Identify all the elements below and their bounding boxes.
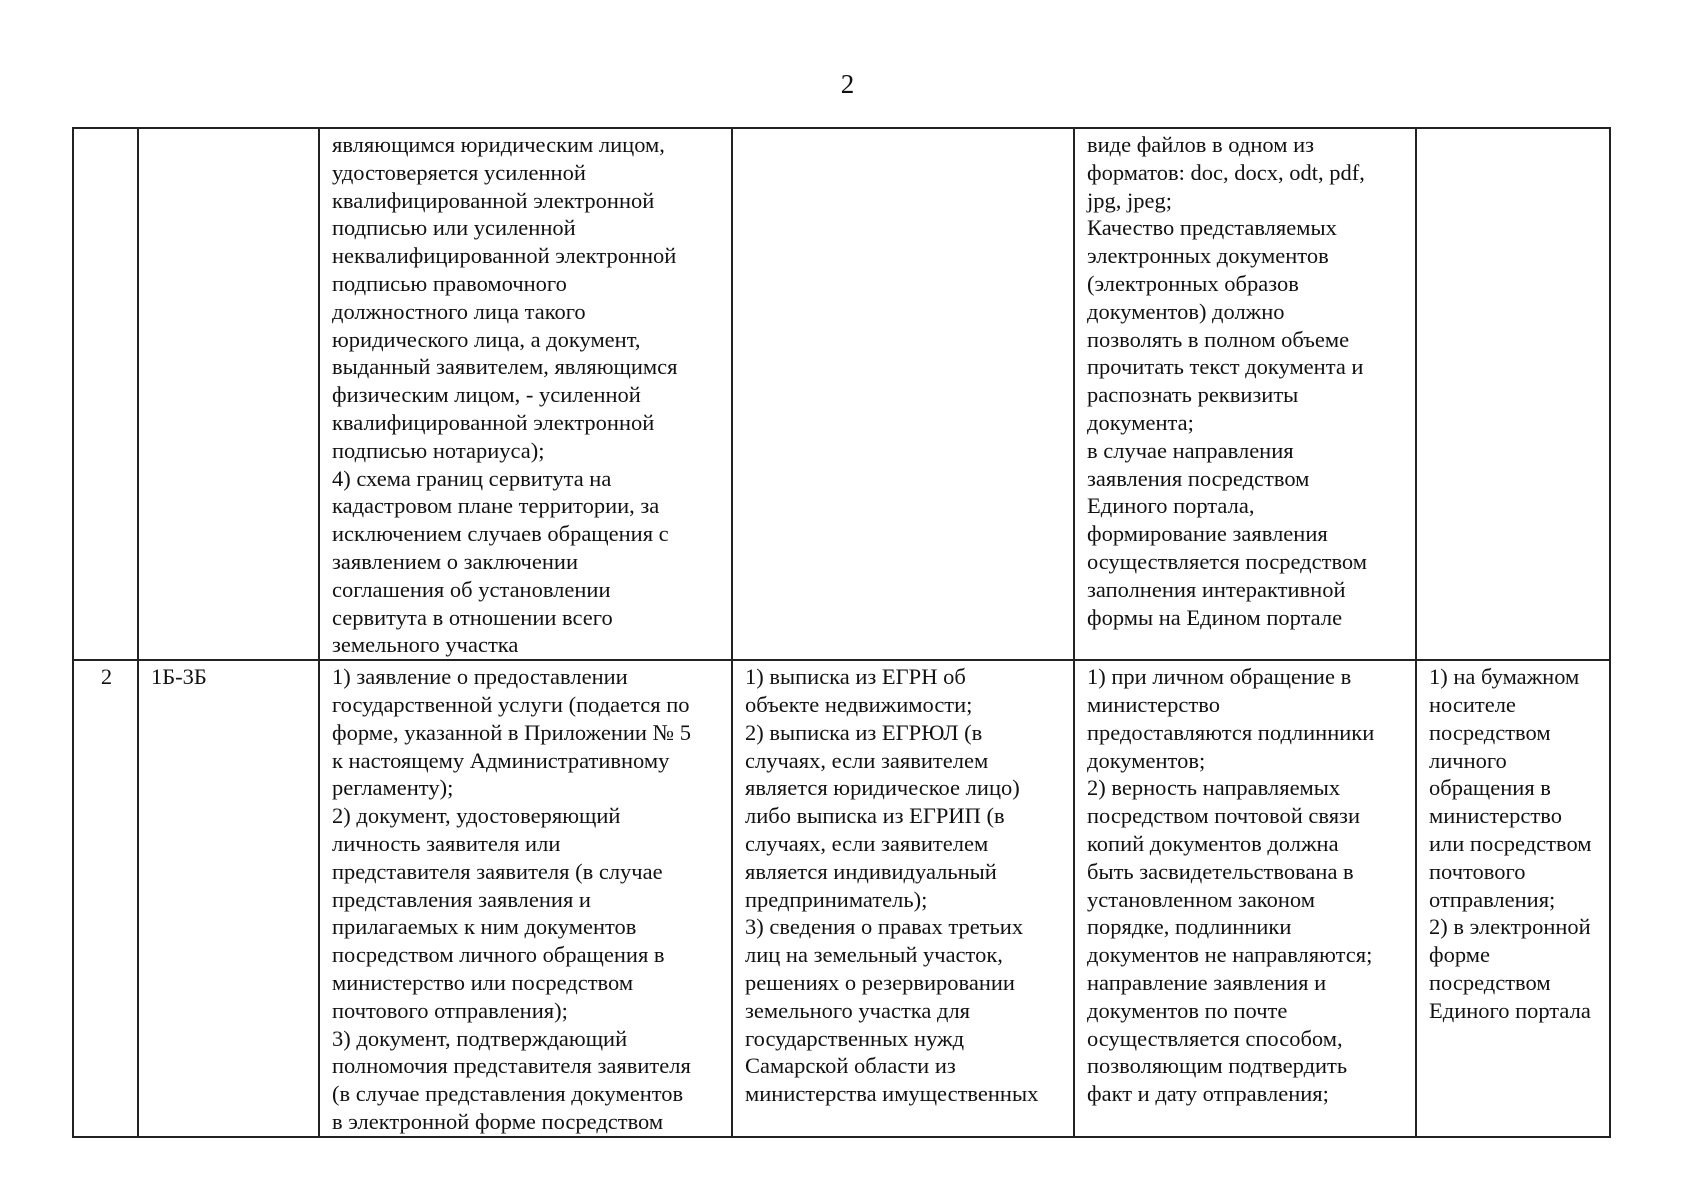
interagency-documents-cell bbox=[732, 128, 1074, 660]
table-row bbox=[73, 660, 1610, 1137]
service-code-cell: 1Б-3Б bbox=[138, 660, 319, 1137]
interagency-documents-cell: 1) выписка из ЕГРН об объекте недвижимости; 2) выписка из ЕГРЮЛ (в случаях, если заявителем является юридическое лицо) либо выписка из ЕГРИП (в случаях, если заявителем является индивидуальный предприниматель); 3) сведения о правах третьих лиц на земельный участок, решениях о резервировании земельного участка для государственных нужд Самарской области из министерства имущественных bbox=[732, 660, 1074, 1137]
required-documents-cell: 1) заявление о предоставлении государственной услуги (подается по форме, указанной в Приложении № 5 к настоящему Административному регламенту); 2) документ, удостоверяющий личность заявителя или представителя заявителя (в случае представления заявления и прилагаемых к ним документов посредством личного обращения в министерство или посредством почтового отправления); 3) документ, подтверждающий полномочия представителя заявителя (в случае представления документов в электронной форме посредством bbox=[319, 660, 732, 1137]
regulation-table bbox=[72, 127, 1611, 1138]
row-number-cell: 2 bbox=[73, 660, 138, 1137]
service-code-cell bbox=[138, 128, 319, 660]
required-documents-cell: являющимся юридическим лицом, удостоверяется усиленной квалифицированной электронной подписью или усиленной неквалифицированной электронной подписью правомочного должностного лица такого юридического лица, а документ, выданный заявителем, являющимся физическим лицом, - усиленной квалифицированной электронной подписью нотариуса); 4) схема границ сервитута на кадастровом плане территории, за исключением случаев обращения с заявлением о заключении соглашения об установлении сервитута в отношении всего земельного участка bbox=[319, 128, 732, 660]
document-requirements-cell: виде файлов в одном из форматов: doc, docx, odt, pdf, jpg, jpeg; Качество представляемых электронных документов (электронных образов документов) должно позволять в полном объеме прочитать текст документа и распознать реквизиты документа; в случае направления заявления посредством Единого портала, формирование заявления осуществляется посредством заполнения интерактивной формы на Едином портале bbox=[1074, 128, 1416, 660]
submission-methods-cell: 1) на бумажном носителе посредством личного обращения в министерство или посредством почтового отправления; 2) в электронной форме посредством Единого портала bbox=[1416, 660, 1610, 1137]
page-number: 2 bbox=[840, 69, 855, 99]
submission-methods-cell bbox=[1416, 128, 1610, 660]
row-number-cell bbox=[73, 128, 138, 660]
table-row bbox=[73, 128, 1610, 660]
document-requirements-cell: 1) при личном обращение в министерство предоставляются подлинники документов; 2) верность направляемых посредством почтовой связи копий документов должна быть засвидетельствована в установленном законом порядке, подлинники документов не направляются; направление заявления и документов по почте осуществляется способом, позволяющим подтвердить факт и дату отправления; bbox=[1074, 660, 1416, 1137]
